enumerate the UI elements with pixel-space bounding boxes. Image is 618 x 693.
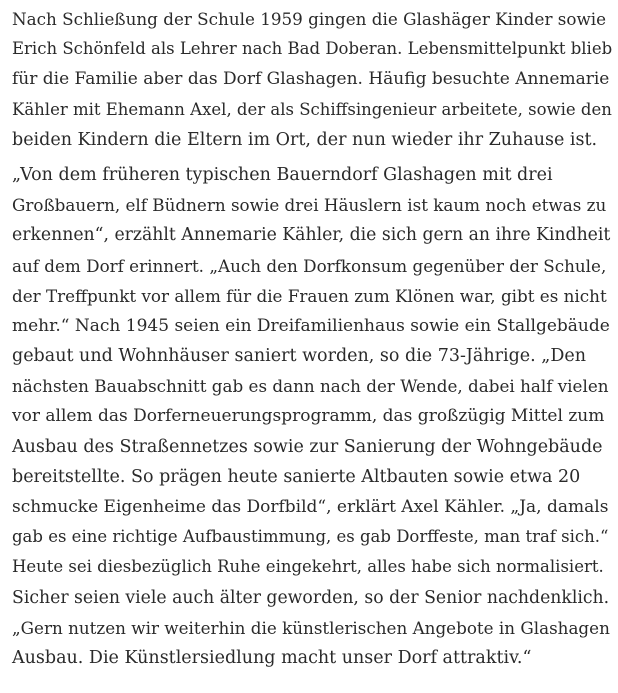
text-line: nächsten Bauabschnitt gab es dann nach der Wende, dabei half vielen [12, 376, 609, 397]
text-line: mehr.“ Nach 1945 seien ein Dreifamilienhaus sowie ein Stallgebäude [12, 315, 610, 336]
text-line: schmucke Eigenheime das Dorfbild“, erklärt Axel Kähler. „Ja, damals [12, 497, 609, 517]
text-line: beiden Kindern die Eltern im Ort, der nun wieder ihr Zuhause ist. [12, 129, 598, 150]
text-line: der Treffpunkt vor allem für die Frauen zum Klönen war, gibt es nicht [12, 285, 607, 306]
text-line: Ausbau. Die Künstlersiedlung macht unser Dorf attraktiv.“ [12, 647, 532, 668]
text-line: auf dem Dorf erinnert. „Auch den Dorfkonsum gegenüber der Schule, [12, 255, 607, 276]
paragraph-1 [12, 4, 612, 155]
text-line: gebaut und Wohnhäuser saniert worden, so die 73-Jährige. „Den [12, 346, 586, 367]
paragraph-2 [12, 160, 612, 673]
text-line: Ausbau des Straßennetzes sowie zur Sanierung der Wohngebäude [12, 436, 603, 457]
text-line: Nach Schließung der Schule 1959 gingen die Glashäger Kinder sowie [12, 9, 607, 29]
text-line: Heute sei diesbezüglich Ruhe eingekehrt, alles habe sich normalisiert. [12, 557, 604, 577]
text-line: erkennen“, erzählt Annemarie Kähler, die sich gern an ihre Kindheit [12, 225, 611, 246]
text-line: „Gern nutzen wir weiterhin die künstlerischen Angebote in Glashagen [12, 617, 610, 638]
text-line: Sicher seien viele auch älter geworden, so der Senior nachdenklich. [12, 587, 610, 608]
text-line: Kähler mit Ehemann Axel, der als Schiffsingenieur arbeitete, sowie den [12, 99, 612, 119]
text-line: für die Familie aber das Dorf Glashagen. Häufig besuchte Annemarie [12, 69, 610, 90]
text-line: bereitstellte. So prägen heute sanierte Altbauten sowie etwa 20 [12, 466, 581, 487]
text-line: Großbauern, elf Büdnern sowie drei Häuslern ist kaum noch etwas zu [12, 195, 607, 216]
text-line: gab es eine richtige Aufbaustimmung, es gab Dorffeste, man traf sich.“ [12, 527, 609, 547]
text-line: vor allem das Dorferneuerungsprogramm, das großzügig Mittel zum [12, 406, 605, 427]
text-line: Erich Schönfeld als Lehrer nach Bad Doberan. Lebensmittelpunkt blieb [12, 39, 613, 59]
text-line: „Von dem früheren typischen Bauerndorf Glashagen mit drei [12, 164, 553, 185]
article-body [12, 4, 612, 673]
